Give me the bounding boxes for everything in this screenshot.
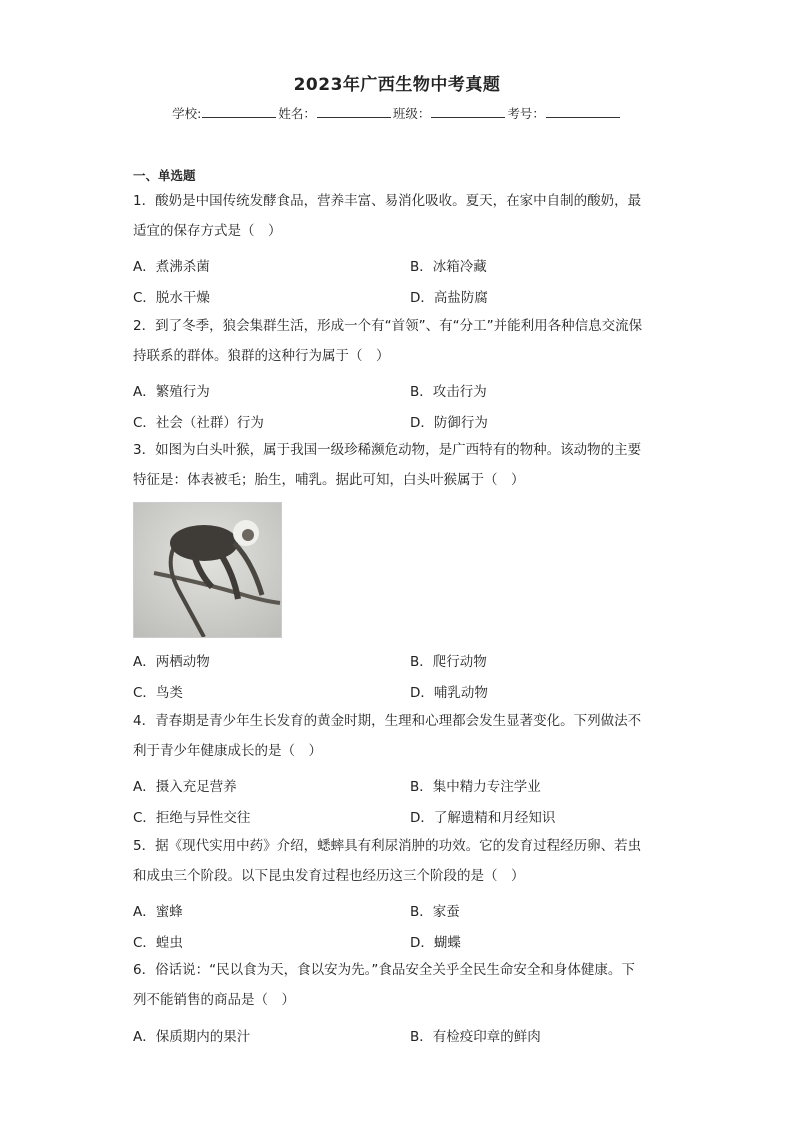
- question-text: 6．俗话说：“民以食为天，食以安为先。”食品安全关乎全民生命安全和身体健康。下: [133, 962, 635, 978]
- option-d: D．了解遗精和月经知识: [410, 810, 556, 826]
- option-c: C．脱水干燥: [133, 290, 210, 306]
- school-label: 学校:: [172, 106, 202, 121]
- option-c: C．蝗虫: [133, 935, 183, 951]
- student-info-line: [0, 104, 794, 122]
- question-text: 持联系的群体。狼群的这种行为属于（ ）: [133, 348, 390, 364]
- option-b: B．冰箱冷藏: [410, 259, 487, 275]
- option-a: A．煮沸杀菌: [133, 259, 210, 275]
- exam-no-blank: [546, 105, 620, 118]
- question-6: [133, 955, 663, 1015]
- option-d: D．蝴蝶: [410, 935, 461, 951]
- question-text: 列不能销售的商品是（ ）: [133, 992, 295, 1008]
- question-2: [133, 311, 663, 371]
- option-d: D．防御行为: [410, 415, 488, 431]
- option-c: C．拒绝与异性交往: [133, 810, 251, 826]
- question-3: [133, 435, 663, 495]
- question-1: [133, 186, 663, 246]
- question-text: 适宜的保存方式是（ ）: [133, 223, 282, 239]
- name-label: 姓名：: [278, 106, 316, 121]
- langur-illustration: [134, 503, 281, 637]
- option-c: C．鸟类: [133, 685, 183, 701]
- class-label: 班级：: [392, 106, 431, 121]
- option-a: A．蜜蜂: [133, 904, 183, 920]
- question-4: [133, 706, 663, 766]
- option-c: C．社会（社群）行为: [133, 415, 264, 431]
- question-5: [133, 831, 663, 891]
- option-b: B．家蚕: [410, 904, 460, 920]
- class-blank: [431, 105, 505, 118]
- option-d: D．高盐防腐: [410, 290, 488, 306]
- page-title: 2023年广西生物中考真题: [293, 75, 501, 95]
- question-text: 3．如图为白头叶猴，属于我国一级珍稀濒危动物，是广西特有的物种。该动物的主要: [133, 442, 642, 458]
- option-d: D．哺乳动物: [410, 685, 488, 701]
- name-blank: [317, 105, 391, 118]
- option-a: A．繁殖行为: [133, 384, 210, 400]
- question-text: 1．酸奶是中国传统发酵食品，营养丰富、易消化吸收。夏天，在家中自制的酸奶，最: [133, 193, 642, 209]
- school-blank: [202, 105, 276, 118]
- question-text: 和成虫三个阶段。以下昆虫发育过程也经历这三个阶段的是（ ）: [133, 868, 525, 884]
- question-text: 2．到了冬季，狼会集群生活，形成一个有“首领”、有“分工”并能利用各种信息交流保: [133, 318, 643, 334]
- question-text: 4．青春期是青少年生长发育的黄金时期，生理和心理都会发生显著变化。下列做法不: [133, 713, 642, 729]
- option-a: A．两栖动物: [133, 654, 210, 670]
- option-a: A．摄入充足营养: [133, 779, 237, 795]
- option-b: B．爬行动物: [410, 654, 487, 670]
- question-text: 利于青少年健康成长的是（ ）: [133, 743, 322, 759]
- exam-no-label: 考号：: [507, 106, 545, 121]
- option-b: B．有检疫印章的鲜肉: [410, 1029, 541, 1045]
- section-title: 一、单选题: [133, 168, 196, 183]
- option-b: B．攻击行为: [410, 384, 487, 400]
- question-text: 特征是：体表被毛；胎生，哺乳。据此可知，白头叶猴属于（ ）: [133, 472, 525, 488]
- question-text: 5．据《现代实用中药》介绍，蟋蟀具有利尿消肿的功效。它的发育过程经历卵、若虫: [133, 838, 642, 854]
- option-b: B．集中精力专注学业: [410, 779, 541, 795]
- white-headed-langur-photo: [133, 502, 282, 638]
- option-a: A．保质期内的果汁: [133, 1029, 251, 1045]
